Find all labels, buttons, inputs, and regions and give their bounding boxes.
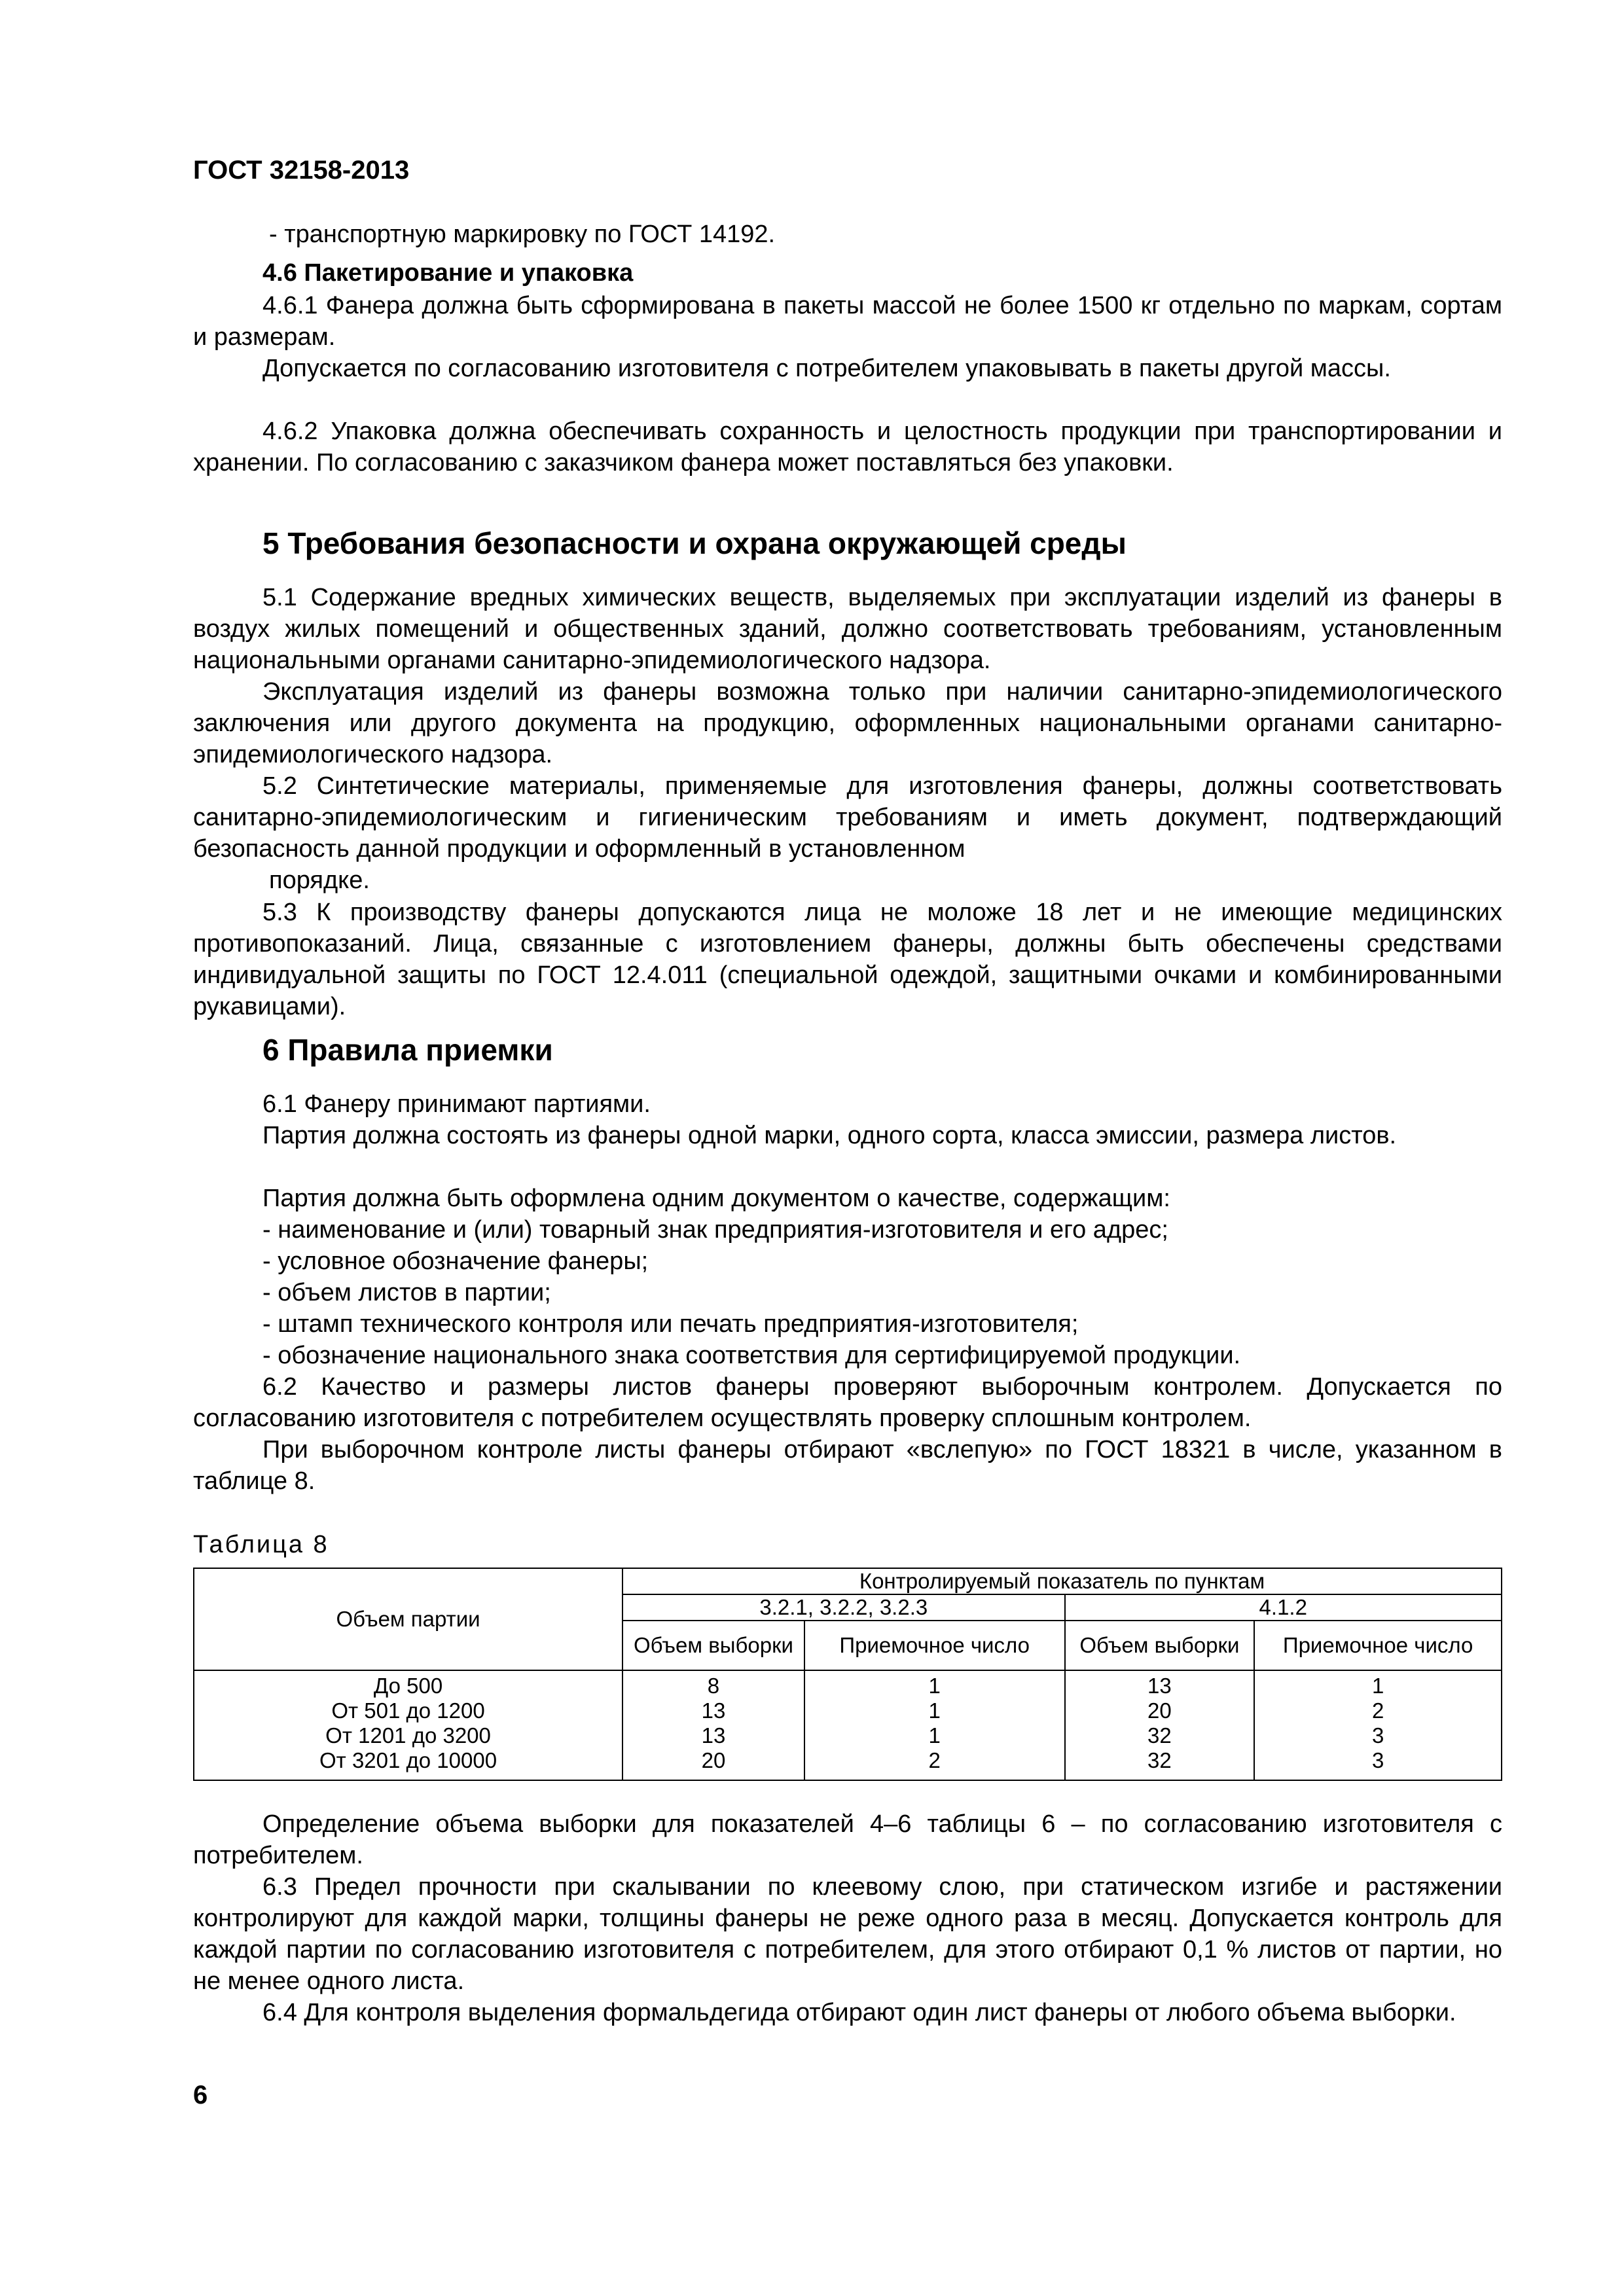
table-header-acceptance-number-a: Приемочное число xyxy=(804,1621,1065,1670)
section-4-6-title: 4.6 Пакетирование и упаковка xyxy=(262,259,634,287)
list-item: - штамп технического контроля или печать предприятия-изготовителя; xyxy=(262,1310,1079,1338)
paragraph-6-3: 6.3 Предел прочности при скалывании по клеевому слою, при статическом изгибе и растяжении контролируют для каждой марки, толщины фанеры не реже одного раза в месяц. Допускается контроль для каждой партии по согласованию изготовителя с потребителем, для этого отбирают 0,1 % листов от партии, но не менее одного листа. xyxy=(193,1873,1502,1995)
list-item: - объем листов в партии; xyxy=(262,1279,551,1306)
acceptance-number-b-cell xyxy=(1254,1670,1502,1780)
table-cell-value: До 500 xyxy=(373,1674,443,1698)
section-6-title: 6 Правила приемки xyxy=(262,1033,553,1067)
document-page xyxy=(193,0,1502,2296)
table-header-acceptance-number-b: Приемочное число xyxy=(1254,1621,1502,1670)
sample-size-b-cell xyxy=(1065,1670,1255,1780)
table-header-sample-size-a: Объем выборки xyxy=(623,1621,804,1670)
page-number: 6 xyxy=(193,2081,208,2109)
table-cell-value: 2 xyxy=(928,1748,941,1772)
section-5-title: 5 Требования безопасности и охрана окружающей среды xyxy=(262,526,1127,560)
table-cell-value: 20 xyxy=(1147,1698,1172,1723)
paragraph-6-2-sampling: При выборочном контроле листы фанеры отбирают «вслепую» по ГОСТ 18321 в числе, указанном в таблице 8. xyxy=(193,1436,1502,1495)
paragraph-5-1: 5.1 Содержание вредных химических веществ, выделяемых при эксплуатации изделий из фанеры в воздух жилых помещений и общественных зданий, должно соответствовать требованиям, установленным национальными органами санитарно-эпидемиологического надзора. xyxy=(193,584,1502,674)
paragraph-sample-size-note: Определение объема выборки для показателей 4–6 таблицы 6 – по согласованию изготовителя с потребителем. xyxy=(193,1810,1502,1869)
table-cell-value: 32 xyxy=(1147,1748,1172,1772)
table-header-controlled-indicator: Контролируемый показатель по пунктам xyxy=(623,1568,1502,1594)
table-header-clauses-3-2: 3.2.1, 3.2.2, 3.2.3 xyxy=(623,1594,1064,1621)
paragraph-5-2-continuation: порядке. xyxy=(269,867,370,894)
paragraph-6-1: 6.1 Фанеру принимают партиями. xyxy=(262,1090,651,1118)
table-cell-value: От 3201 до 10000 xyxy=(319,1748,497,1772)
paragraph-6-2: 6.2 Качество и размеры листов фанеры проверяют выборочным контролем. Допускается по согласованию изготовителя с потребителем осуществлять проверку сплошным контролем. xyxy=(193,1373,1502,1432)
table-cell-value: 1 xyxy=(1371,1674,1384,1698)
paragraph-6-1-lot: Партия должна состоять из фанеры одной марки, одного сорта, класса эмиссии, размера листов. xyxy=(262,1122,1397,1149)
document-code-header: ГОСТ 32158-2013 xyxy=(193,156,410,185)
table-cell-value: 13 xyxy=(701,1723,726,1748)
table-header-clause-4-1-2: 4.1.2 xyxy=(1065,1594,1502,1621)
list-item: - условное обозначение фанеры; xyxy=(262,1247,649,1275)
table-cell-value: 3 xyxy=(1371,1723,1384,1748)
paragraph-4-6-1: 4.6.1 Фанера должна быть сформирована в пакеты массой не более 1500 кг отдельно по маркам, сортам и размерам. xyxy=(193,292,1502,351)
sample-size-a-cell xyxy=(623,1670,804,1780)
table-row xyxy=(194,1670,1502,1780)
table-cell-value: 3 xyxy=(1371,1748,1384,1772)
table-cell-value: 1 xyxy=(928,1674,941,1698)
table-cell-value: 1 xyxy=(928,1723,941,1748)
table-cell-value: 20 xyxy=(701,1748,726,1772)
paragraph-5-2: 5.2 Синтетические материалы, применяемые для изготовления фанеры, должны соответствовать санитарно-эпидемиологическим и гигиеническим требованиям и иметь документ, подтверждающий безопасность данной продукции и оформленный в установленном xyxy=(193,772,1502,863)
paragraph-4-6-1-note: Допускается по согласованию изготовителя с потребителем упаковывать в пакеты другой массы. xyxy=(262,355,1391,382)
table-cell-value: 2 xyxy=(1371,1698,1384,1723)
table-cell-value: 8 xyxy=(707,1674,720,1698)
top-list-line: - транспортную маркировку по ГОСТ 14192. xyxy=(269,221,776,248)
paragraph-6-1-document: Партия должна быть оформлена одним документом о качестве, содержащим: xyxy=(262,1185,1170,1212)
table-8-caption: Таблица 8 xyxy=(193,1531,329,1558)
table-cell-value: От 1201 до 3200 xyxy=(325,1723,491,1748)
list-item: - наименование и (или) товарный знак предприятия-изготовителя и его адрес; xyxy=(262,1216,1168,1244)
table-cell-value: 1 xyxy=(928,1698,941,1723)
acceptance-number-a-cell xyxy=(804,1670,1065,1780)
table-cell-value: 13 xyxy=(1147,1674,1172,1698)
table-header-lot-volume: Объем партии xyxy=(194,1568,623,1670)
paragraph-5-3: 5.3 К производству фанеры допускаются лица не моложе 18 лет и не имеющие медицинских противопоказаний. Лица, связанные с изготовлением фанеры, должны быть обеспечены средствами индивидуальной защиты по ГОСТ 12.4.011 (специальной одеждой, защитными очками и комбинированными рукавицами). xyxy=(193,899,1502,1020)
list-item: - обозначение национального знака соответствия для сертифицируемой продукции. xyxy=(262,1342,1241,1369)
paragraph-5-1-note: Эксплуатация изделий из фанеры возможна только при наличии санитарно-эпидемиологического заключения или другого документа на продукцию, оформленных национальными органами санитарно-эпидемиологического надзора. xyxy=(193,678,1502,768)
paragraph-6-4: 6.4 Для контроля выделения формальдегида отбирают один лист фанеры от любого объема выборки. xyxy=(262,1999,1456,2026)
table-cell-value: От 501 до 1200 xyxy=(331,1698,485,1723)
table-header-sample-size-b: Объем выборки xyxy=(1065,1621,1255,1670)
lot-volume-cell xyxy=(194,1670,623,1780)
paragraph-4-6-2: 4.6.2 Упаковка должна обеспечивать сохранность и целостность продукции при транспортировании и хранении. По согласованию с заказчиком фанера может поставляться без упаковки. xyxy=(193,418,1502,476)
table-cell-value: 32 xyxy=(1147,1723,1172,1748)
table-8 xyxy=(193,1568,1502,1781)
table-cell-value: 13 xyxy=(701,1698,726,1723)
